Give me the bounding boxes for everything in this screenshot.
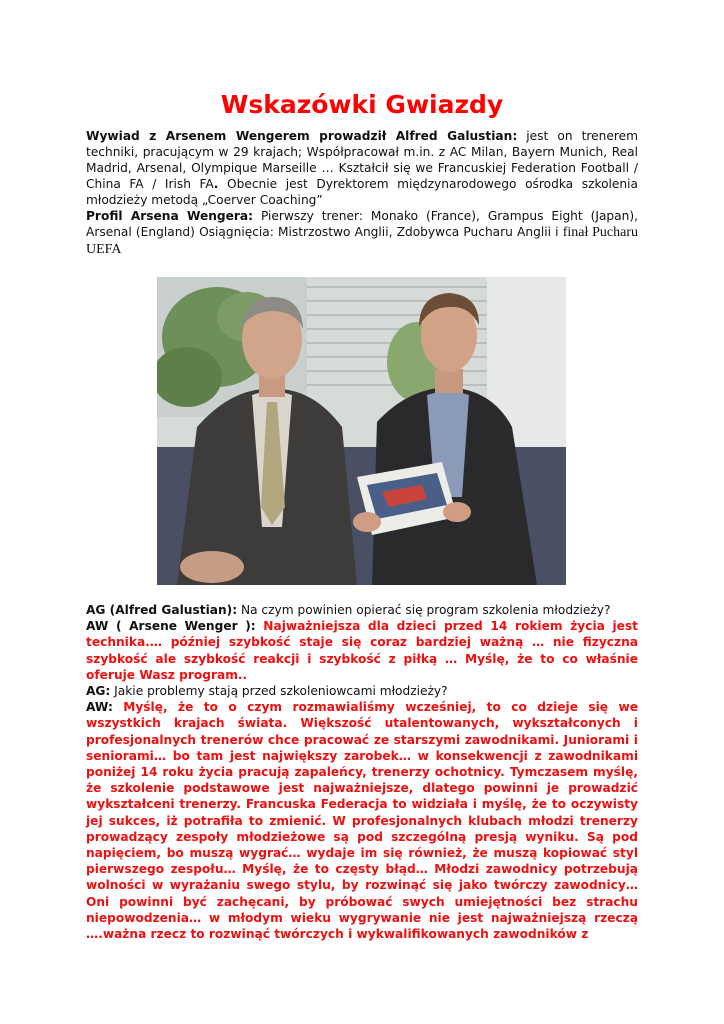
interview-dialogue [86,602,638,942]
dialogue-line-1 [86,602,638,618]
dialogue-line-4 [86,699,638,942]
speaker-label: AW: [86,700,113,715]
interview-photo [157,277,566,585]
question-text: Na czym powinien opierać się program szkolenia młodzieży? [237,603,611,617]
intro-interviewer-text-2: Obecnie jest Dyrektorem międzynarodowego ośrodka szkolenia młodzieży metodą „Coerver Coaching” [86,177,639,207]
speaker-label: AW ( Arsene Wenger ): [86,619,256,634]
photo-two-men-icon [157,277,566,585]
answer-text: Myślę, że to o czym rozmawialiśmy wcześniej, to co dzieje się we wszystkich krajach świata. Większość utalentowanych, wykształconych i profesjonalnych trenerów chce pracować ze starszymi zawodnikami. Juniorami i seniorami… bo tam jest największy zarobek… w konsekwencji z zawodnikami poniżej 14 roku życia pracują zapaleńcy, trenerzy ochotnicy. Tymczasem myślę, że szkolenie podstawowe jest najważniejsze, dlatego powinni je prowadzić wykształceni trenerzy. Francuska Federacja to widziała i myślę, że to oczywisty jej sukces, iż potrafiła to zmienić. W profesjonalnych klubach młodzi trenerzy prowadzący zespoły młodzieżowe są pod szczególną presją wyniku. Są pod napięciem, bo muszą wygrać… wydaje im się również, że muszą kopiować styl pierwszego zespołu… Myślę, że to częsty błąd… Młodzi zawodnicy potrzebują wolności w wyrażaniu swego stylu, by rozwinąć się jako twórczy zawodnicy… Oni powinni być zachęcani, by próbować swych umiejętności bez strachu niepowodzenia… w młodym wieku wygrywanie nie jest najważniejszą rzeczą ….ważna rzecz to rozwinąć twórczych i wykwalifikowanych zawodników z [86,700,638,942]
speaker-label: AG: [86,684,111,699]
profile-heading: Profil Arsena Wengera: [86,209,254,223]
page-title: Wskazówki Gwiazdy [220,90,504,119]
intro-block [86,128,638,258]
profile-text: Pierwszy trener: Monako (France), Grampus Eight (Japan), Arsenal (England) Osiągnięcia: Mistrzostwo Anglii, Zdobywca Pucharu Anglii i [86,209,638,239]
profile-text-serif: finał Pucharu UEFA [86,225,638,257]
intro-interviewer-heading: Wywiad z Arsenem Wengerem prowadził Alfred Galustian: [86,129,518,143]
dialogue-line-3 [86,683,638,699]
intro-interviewer-text: jest on trenerem techniki, pracującym w 29 krajach; Współpracował m.in. z AC Milan, Bayern Munich, Real Madrid, Arsenal, Olympique Marseille … Kształcił się we Francuskiej Federation Football / China FA / Irish FA [86,129,639,191]
question-text: Jakie problemy stają przed szkoleniowcami młodzieży? [110,684,448,699]
dialogue-line-2 [86,618,638,683]
intro-dot: . [213,177,219,191]
answer-text: Najważniejsza dla dzieci przed 14 rokiem życia jest technika.… później szybkość staje się coraz bardziej ważną … nie fizyczna szybkość ale szybkość reakcji i szybkość z piłką … Myślę, że to co właśnie oferuje Wasz program.. [86,619,638,682]
speaker-label: AG (Alfred Galustian): [86,603,238,617]
